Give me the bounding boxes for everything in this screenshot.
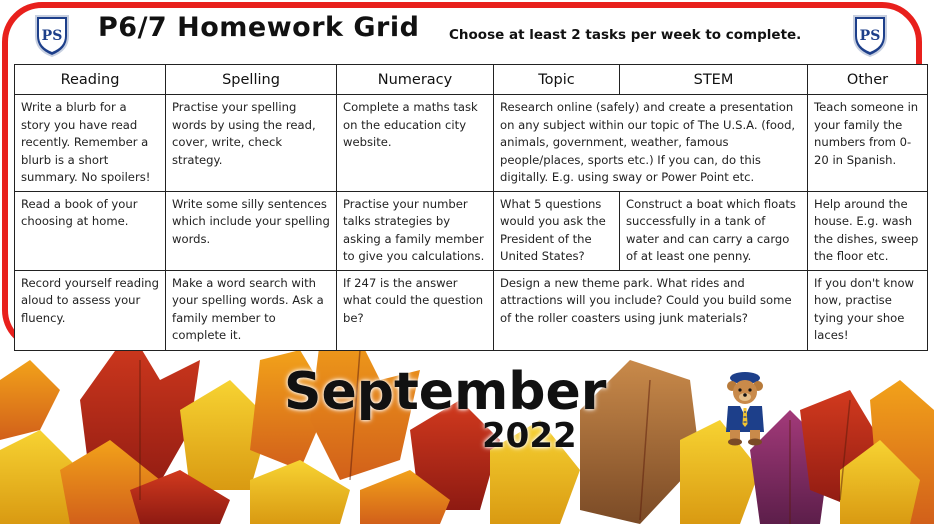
page-subtitle: Choose at least 2 tasks per week to complete. bbox=[449, 27, 802, 43]
page-title: P6/7 Homework Grid bbox=[98, 12, 420, 43]
task-cell-reading: Read a book of your choosing at home. bbox=[15, 191, 166, 270]
year-heading: 2022 bbox=[482, 416, 577, 456]
task-cell-other: Help around the house. E.g. wash the dishes, sweep the floor etc. bbox=[808, 191, 928, 270]
column-header-other: Other bbox=[808, 65, 928, 95]
task-cell-reading: Write a blurb for a story you have read recently. Remember a blurb is a short summary. No spoilers! bbox=[15, 95, 166, 192]
task-cell-topic-stem: Research online (safely) and create a presentation on any subject within our topic of The U.S.A. (food, animals, government, weather, famous people/places, sports etc.) If you can, do this digitally. E.g. using sway or Power Point etc. bbox=[494, 95, 808, 192]
table-row bbox=[15, 95, 928, 192]
task-cell-reading: Record yourself reading aloud to assess your fluency. bbox=[15, 270, 166, 350]
svg-text:PS: PS bbox=[41, 28, 63, 44]
task-cell-topic-stem: Design a new theme park. What rides and attractions will you include? Could you build some of the roller coasters using junk materials? bbox=[494, 270, 808, 350]
column-header-topic: Topic bbox=[494, 65, 620, 95]
month-heading: September bbox=[284, 362, 607, 422]
autumn-leaves-illustration bbox=[0, 320, 934, 524]
column-header-reading: Reading bbox=[15, 65, 166, 95]
task-cell-numeracy: Practise your number talks strategies by asking a family member to give you calculations. bbox=[337, 191, 494, 270]
homework-grid-table bbox=[14, 64, 928, 351]
task-cell-spelling: Write some silly sentences which include your spelling words. bbox=[166, 191, 337, 270]
task-cell-numeracy: If 247 is the answer what could the question be? bbox=[337, 270, 494, 350]
school-crest-icon bbox=[34, 14, 70, 58]
teddy-bear-mascot-icon bbox=[718, 372, 772, 446]
task-cell-stem: Construct a boat which floats successfully in a tank of water and can carry a cargo of at least one penny. bbox=[620, 191, 808, 270]
column-header-spelling: Spelling bbox=[166, 65, 337, 95]
column-header-numeracy: Numeracy bbox=[337, 65, 494, 95]
task-cell-other: Teach someone in your family the numbers from 0-20 in Spanish. bbox=[808, 95, 928, 192]
table-header-row bbox=[15, 65, 928, 95]
school-crest-icon bbox=[852, 14, 888, 58]
task-cell-spelling: Practise your spelling words by using the read, cover, write, check strategy. bbox=[166, 95, 337, 192]
task-cell-spelling: Make a word search with your spelling words. Ask a family member to complete it. bbox=[166, 270, 337, 350]
svg-text:PS: PS bbox=[859, 28, 881, 44]
task-cell-other: If you don't know how, practise tying your shoe laces! bbox=[808, 270, 928, 350]
table-row bbox=[15, 270, 928, 350]
task-cell-topic: What 5 questions would you ask the President of the United States? bbox=[494, 191, 620, 270]
task-cell-numeracy: Complete a maths task on the education city website. bbox=[337, 95, 494, 192]
table-row bbox=[15, 191, 928, 270]
column-header-stem: STEM bbox=[620, 65, 808, 95]
